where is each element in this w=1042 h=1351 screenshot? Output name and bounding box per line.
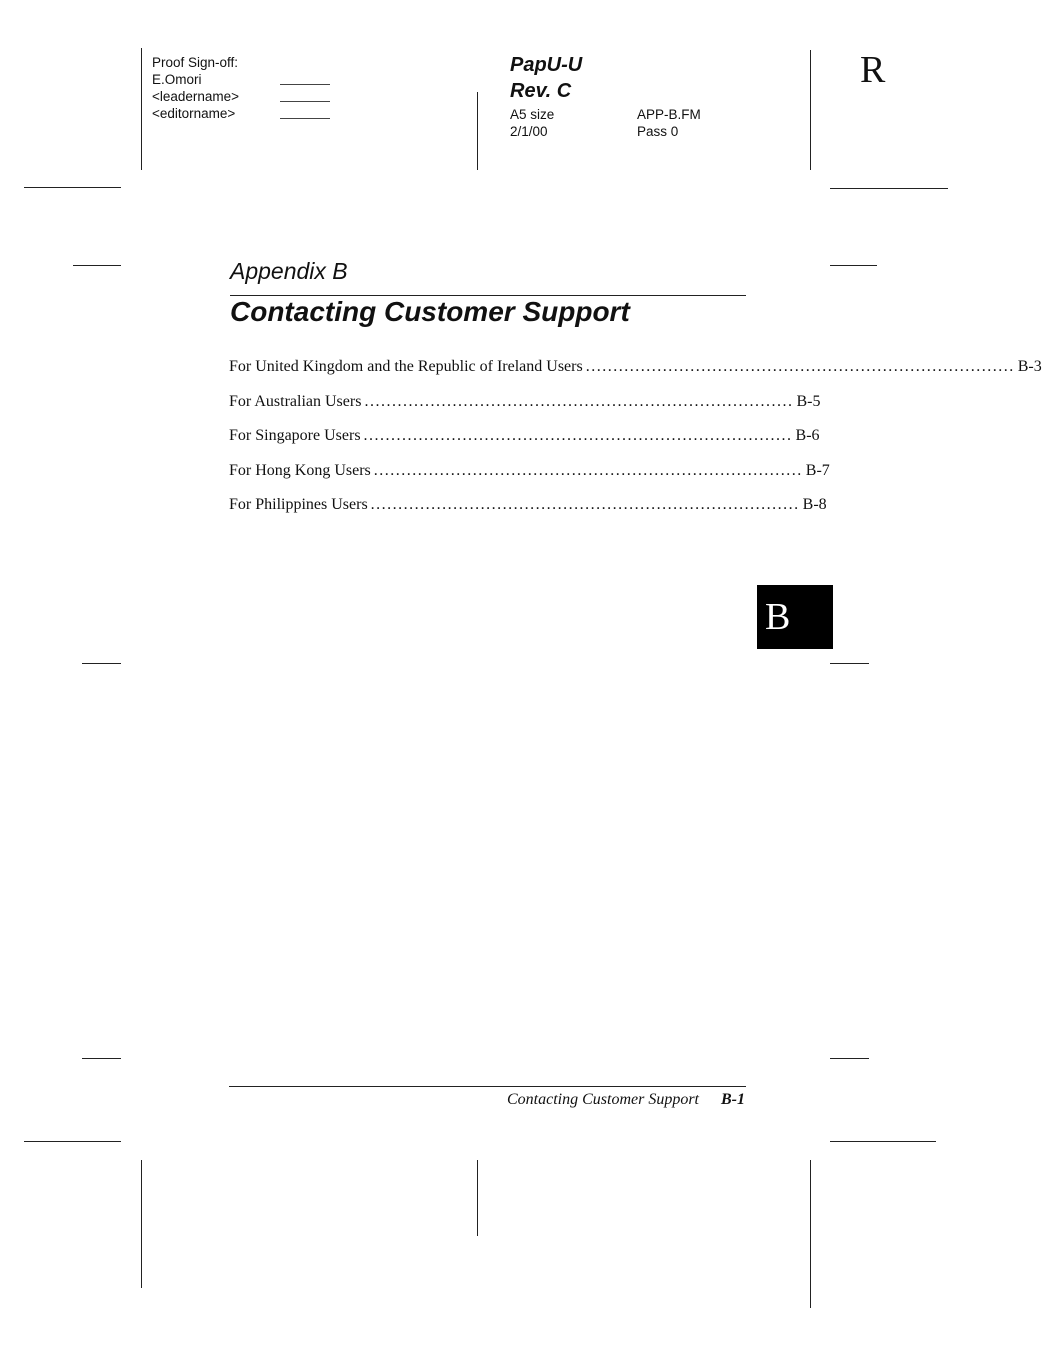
footer-page-number: B-1 — [721, 1091, 745, 1108]
toc-leader: .............................................................................. — [364, 392, 794, 410]
proof-name: E.Omori — [152, 72, 202, 87]
toc-entry-page: B-6 — [795, 427, 820, 444]
toc-entry[interactable] — [229, 461, 830, 497]
product-meta-right — [637, 107, 701, 140]
crop-mark — [810, 1160, 811, 1308]
file-name: APP-B.FM — [637, 107, 701, 122]
section-tab: B — [757, 585, 833, 649]
crop-mark — [24, 1141, 121, 1142]
corner-mark: R — [860, 49, 886, 91]
toc-entry[interactable] — [229, 358, 1042, 393]
table-of-contents — [229, 358, 1042, 531]
toc-leader: .............................................................................. — [585, 358, 1015, 375]
crop-mark — [830, 1058, 869, 1059]
crop-mark — [24, 187, 121, 188]
crop-mark — [82, 663, 121, 664]
crop-mark — [830, 265, 877, 266]
proof-name: <leadername> — [152, 89, 240, 104]
proof-label: Proof Sign-off: — [152, 55, 239, 70]
toc-entry[interactable] — [229, 496, 827, 531]
signature-line — [280, 118, 330, 119]
crop-mark — [830, 663, 869, 664]
crop-mark — [830, 1141, 936, 1142]
page-size: A5 size — [510, 107, 555, 122]
toc-entry-page: B-5 — [796, 392, 821, 410]
toc-entry[interactable] — [229, 392, 821, 428]
crop-mark — [830, 188, 948, 189]
product-meta-left — [510, 107, 554, 140]
toc-entry[interactable] — [229, 427, 820, 462]
footer-rule — [229, 1086, 746, 1087]
crop-mark — [477, 92, 478, 170]
crop-mark — [810, 50, 811, 170]
signature-line — [280, 101, 330, 102]
toc-entry-label: For Philippines Users — [229, 496, 368, 513]
pass-number: Pass 0 — [637, 123, 679, 139]
toc-leader: .............................................................................. — [373, 461, 803, 479]
product-revision: Rev. C — [510, 80, 572, 102]
toc-entry-label: For Australian Users — [229, 392, 362, 410]
toc-entry-label: For United Kingdom and the Republic of Ireland Users — [229, 358, 583, 375]
crop-mark — [141, 1160, 142, 1288]
toc-leader: .............................................................................. — [370, 496, 800, 513]
signature-line — [280, 84, 330, 85]
crop-mark — [477, 1160, 478, 1236]
proof-name: <editorname> — [152, 106, 236, 121]
crop-mark — [82, 1058, 121, 1059]
chapter-title: Contacting Customer Support — [230, 296, 630, 327]
product-name: PapU-U — [510, 54, 583, 76]
product-info — [510, 52, 582, 104]
toc-leader: .............................................................................. — [363, 427, 793, 444]
footer-title: Contacting Customer Support — [506, 1091, 699, 1108]
toc-entry-page: B-3 — [1017, 358, 1042, 375]
toc-entry-page: B-7 — [805, 461, 830, 479]
page-footer — [430, 1091, 745, 1109]
appendix-label: Appendix B — [230, 258, 348, 284]
toc-entry-label: For Singapore Users — [229, 427, 361, 444]
toc-entry-page: B-8 — [802, 496, 827, 513]
proof-signoff — [152, 54, 239, 122]
crop-mark — [141, 48, 142, 170]
crop-mark — [73, 265, 121, 266]
print-date: 2/1/00 — [510, 123, 548, 139]
toc-entry-label: For Hong Kong Users — [229, 461, 371, 479]
